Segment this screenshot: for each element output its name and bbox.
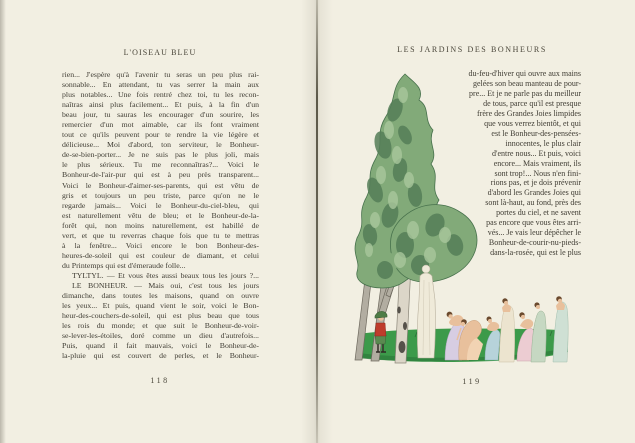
- text-line: beau jour, tu sauras les encourager d'un sourire, les: [62, 110, 259, 120]
- text-line: pas encore que vous êtes arri-: [486, 218, 581, 228]
- running-head-right: LES JARDINS DES BONHEURS: [397, 45, 547, 54]
- text-line: les yeux... Et puis, quand vient le soir, voici le Bon-: [62, 301, 259, 311]
- text-line: d'entre nous... Et puis, voici: [492, 148, 581, 158]
- running-head-left: L'OISEAU BLEU: [123, 48, 197, 57]
- text-line: la-pluie qui est couvert de perles, et le Bonheur-: [62, 351, 259, 361]
- figure-mint: [553, 296, 568, 362]
- text-line: pre... Et je ne parle pas du meilleur: [469, 88, 581, 98]
- text-line: sonnable... En attendant, tu vas serrer la main aux: [62, 80, 259, 90]
- text-line: sont là-haut, au fond, près des: [485, 198, 581, 208]
- text-line: vés... Je vais leur dépêcher le: [487, 228, 581, 238]
- text-line: heur-des-couchers-de-soleil, qui est plus beau que tous: [62, 311, 259, 321]
- text-line: frère des Grandes Joies limpides: [477, 108, 581, 118]
- text-line: Bonheur-de-courir-nu-pieds-: [488, 238, 581, 248]
- text-line: de tous, parce qu'il est presque: [483, 98, 581, 108]
- scan-left-edge: [0, 0, 6, 443]
- text-line: dimanche, dans toutes les maisons, quand on ouvre: [62, 291, 259, 301]
- text-line: est le Bonheur-des-pensées-: [491, 128, 581, 138]
- text-line: Bonheur-de-l'air-pur qui est à peu près transparent...: [62, 170, 259, 180]
- text-line: à la fenêtre... Voici encore le bon Bonheur-des-: [62, 240, 259, 250]
- left-text-block: [62, 70, 259, 361]
- text-line: tout ce qu'ils peuvent pour te rendre la vie légère et: [62, 130, 259, 140]
- figure-cream: [499, 298, 515, 362]
- text-line: de-se-bien-porter... Je ne suis pas le plus joli, mais: [62, 150, 259, 160]
- text-line: regarde jamais... Voici le Bonheur-du-ciel-bleu, qui: [62, 200, 259, 210]
- text-line: d'abord les Grandes Joies qui: [487, 188, 581, 198]
- text-line: forêt qui, non moins naturellement, est habillé de: [62, 220, 259, 230]
- text-line: du-feu-d'hiver qui ouvre aux mains: [468, 69, 581, 78]
- page-number-right: 119: [462, 377, 482, 386]
- text-line: dans-la-rosée, qui est le plus: [490, 248, 581, 258]
- text-line: innocentes, le plus clair: [505, 138, 581, 148]
- text-line: TYLTYL. — Et vous êtes aussi beaux tous les jours ?...: [72, 270, 259, 280]
- text-line: rien... J'espère qu'à l'avenir tu seras un peu plus rai-: [62, 70, 259, 79]
- text-line: Voici le Bonheur-d'aimer-ses-parents, qui est vêtu de: [62, 180, 259, 190]
- figure-sage: [531, 302, 546, 362]
- text-line: Puis, quand il fait mauvais, voici le Bonheur-de-: [62, 341, 259, 351]
- text-line: que vous verrez bientôt, et qui: [484, 118, 581, 128]
- text-line: portes du ciel, et ne savent: [496, 208, 581, 218]
- gutter-line: [316, 0, 318, 443]
- page-number-left: 118: [150, 376, 170, 385]
- right-text-block: [381, 69, 581, 258]
- text-line: heures-de-soleil qui est couleur de diamant, et celui: [62, 250, 259, 260]
- text-line: vert, et que tu reverras chaque fois que tu te mettras: [62, 230, 259, 240]
- text-line: gris et toujours un peu triste, parce qu'on ne le: [62, 190, 259, 200]
- text-line: se-lever-les-étoiles, doré comme un dieu d'autrefois...: [62, 331, 259, 341]
- text-line: sont trop!... Nous n'en fini-: [494, 168, 581, 178]
- text-line: délicieuse... Moi d'abord, ton serviteur, le Bonheur-: [62, 140, 259, 150]
- text-line: LE BONHEUR. — Mais oui, c'est tous les jours: [72, 280, 259, 290]
- text-line: naîtras ainsi plus facilement... Et puis, à la fin d'un: [62, 100, 259, 110]
- text-line: plus notables... Une fois rentré chez toi, tu les recon-: [62, 90, 259, 100]
- text-line: rions pas, et je dois prévenir: [490, 178, 581, 188]
- text-line: gelées son beau manteau de pour-: [472, 78, 581, 88]
- text-line: du Printemps qui est d'émeraude folle...: [62, 260, 186, 270]
- text-line: le plus sérieux. Tu me reconnaîtras?... Voici le: [62, 160, 259, 170]
- text-line: encore... Mais vraiment, ils: [493, 158, 581, 168]
- text-line: remercier d'un mot aimable, car ils font vraiment: [62, 120, 259, 130]
- text-line: est naturellement vêtu de bleu; et le Bonheur-de-la-: [62, 210, 259, 220]
- text-line: les rois du monde; et que suit le Bonheur-de-voir-: [62, 321, 259, 331]
